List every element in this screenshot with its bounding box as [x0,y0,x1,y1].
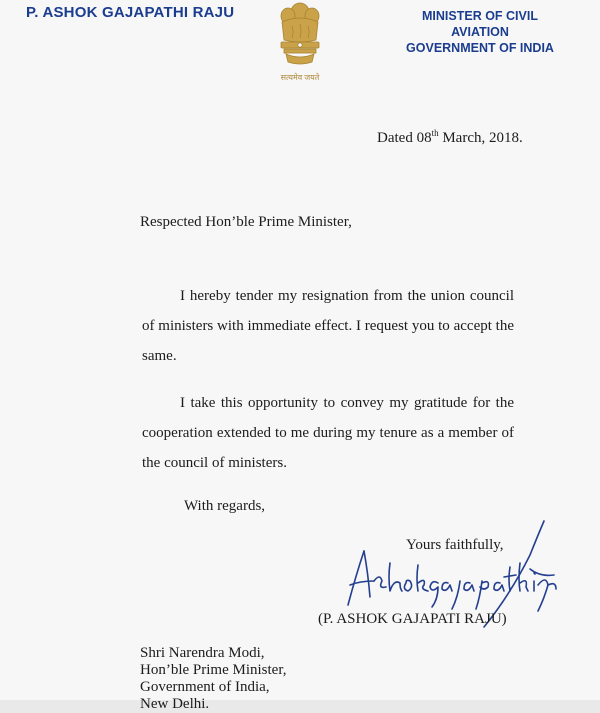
letter-date [377,128,523,147]
addressee-line-2: Hon’ble Prime Minister, [140,662,287,678]
date-rest: March, 2018. [438,130,523,146]
salutation: Respected Hon’ble Prime Minister, [140,214,352,230]
closing: With regards, [184,498,266,514]
signatory-name: (P. ASHOK GAJAPATI RAJU) [318,611,507,627]
paragraph-resignation: I hereby tender my resignation from the union council of ministers with immediate effect. I request you to accept the same. [142,288,514,364]
addressee-block [140,645,286,713]
designation-line-2: GOVERNMENT OF INDIA [406,41,554,55]
designation-line-1: MINISTER OF CIVIL AVIATION [422,9,538,39]
sender-designation [392,8,568,56]
addressee-line-4: New Delhi. [140,696,210,712]
emblem-motto: सत्यमेव जयते [280,73,320,82]
addressee-line-1: Shri Narendra Modi, [140,645,265,661]
national-emblem-icon [264,0,336,92]
addressee-line-3: Government of India, [140,679,270,695]
sign-off: Yours faithfully, [406,537,504,553]
sender-name: P. ASHOK GAJAPATHI RAJU [26,4,235,21]
date-suffix: th [431,128,439,138]
date-prefix: Dated 08 [377,130,432,146]
paragraph-gratitude: I take this opportunity to convey my gratitude for the cooperation extended to me during my tenure as a member of the council of ministers. [142,395,514,471]
